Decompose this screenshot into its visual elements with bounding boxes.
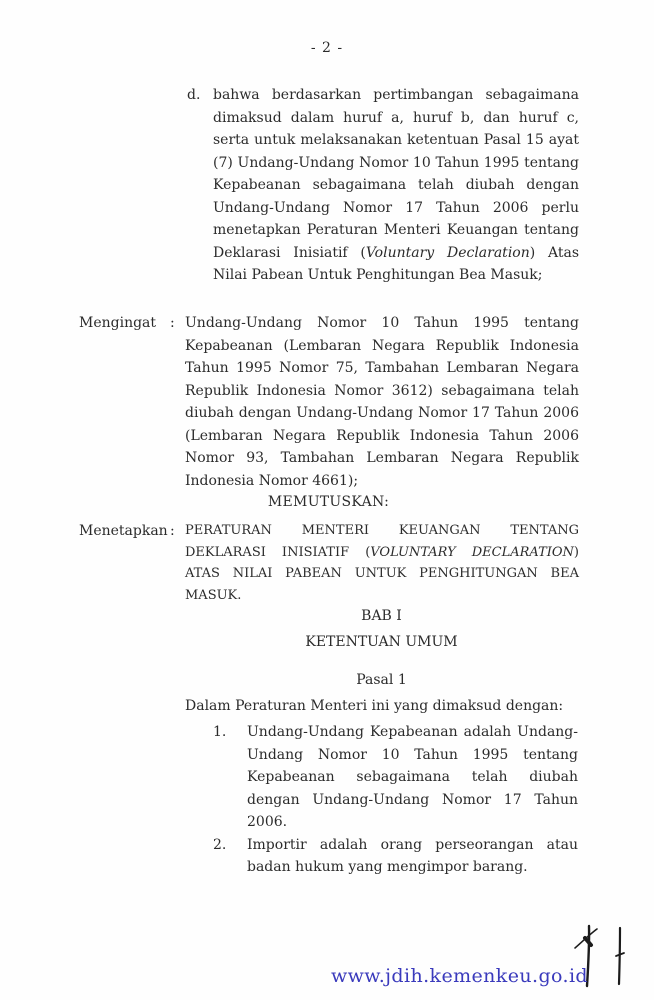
consideration-item-d [187,84,579,287]
consideration-text-italic: Voluntary Declaration [365,244,530,261]
menetapkan-text-after: ) ATAS NILAI PABEAN UNTUK PENGHITUNGAN BEA MASUK. [185,544,579,603]
article-heading: Pasal 1 [356,672,407,688]
chapter-block [185,603,578,655]
definition-number: 1. [213,724,227,740]
definition-item [213,721,578,834]
mengingat-label: Mengingat [79,315,157,331]
mengingat-text: Undang-Undang Nomor 10 Tahun 1995 tentang Kepabeanan (Lembaran Negara Republik Indonesia Tahun 1995 Nomor 75, Tambahan Lembaran Negara Republik Indonesia Nomor 3612) sebagaimana telah diubah dengan Undang-Undang Nomor 17 Tahun 2006 (Lembaran Negara Republik Indonesia Tahun 2006 Nomor 93, Tambahan Lembaran Negara Republik Indonesia Nomor 4661); [185,315,579,489]
definition-list [213,721,578,879]
article-intro: Dalam Peraturan Menteri ini yang dimaksud dengan: [185,698,564,714]
menetapkan-section [79,520,579,606]
consideration-text-after: ) Atas Nilai Pabean Untuk Penghitungan Bea Masuk; [213,244,580,283]
menetapkan-text-italic: VOLUNTARY DECLARATION [370,544,574,560]
definition-text: Undang-Undang Kepabeanan adalah Undang-Undang Nomor 10 Tahun 1995 tentang Kepabeanan sebagaimana telah diubah dengan Undang-Undang Nomor 17 Tahun 2006. [247,724,578,830]
mengingat-section [79,312,579,492]
chapter-title: KETENTUAN UMUM [305,634,458,650]
menetapkan-colon: : [170,523,175,539]
chapter-heading: BAB I [361,608,402,624]
definition-text: Importir adalah orang perseorangan atau badan hukum yang mengimpor barang. [247,836,578,875]
definition-number: 2. [213,836,227,853]
jdih-website-link[interactable]: www.jdih.kemenkeu.go.id [330,965,588,987]
page-number: - 2 - [310,40,344,56]
definition-item [213,834,578,879]
menetapkan-text [185,520,579,606]
consideration-item-label: d. [187,87,201,103]
mengingat-colon: : [170,315,175,331]
memutuskan-heading: MEMUTUSKAN: [267,494,390,510]
consideration-item-text [213,84,579,287]
menetapkan-text-before: PERATURAN MENTERI KEUANGAN TENTANG DEKLARASI INISIATIF ( [185,523,579,560]
menetapkan-label: Menetapkan [79,523,168,539]
consideration-text-before: bahwa berdasarkan pertimbangan sebagaimana dimaksud dalam huruf a, huruf b, dan huruf c, serta untuk melaksanakan ketentuan Pasal 15 ayat (7) Undang-Undang Nomor 10 Tahun 1995 tentang Kepabeanan sebagaimana telah diubah dengan Undang-Undang Nomor 17 Tahun 2006 perlu menetapkan Peraturan Menteri Keuangan tentang Deklarasi Inisiatif ( [213,87,579,261]
